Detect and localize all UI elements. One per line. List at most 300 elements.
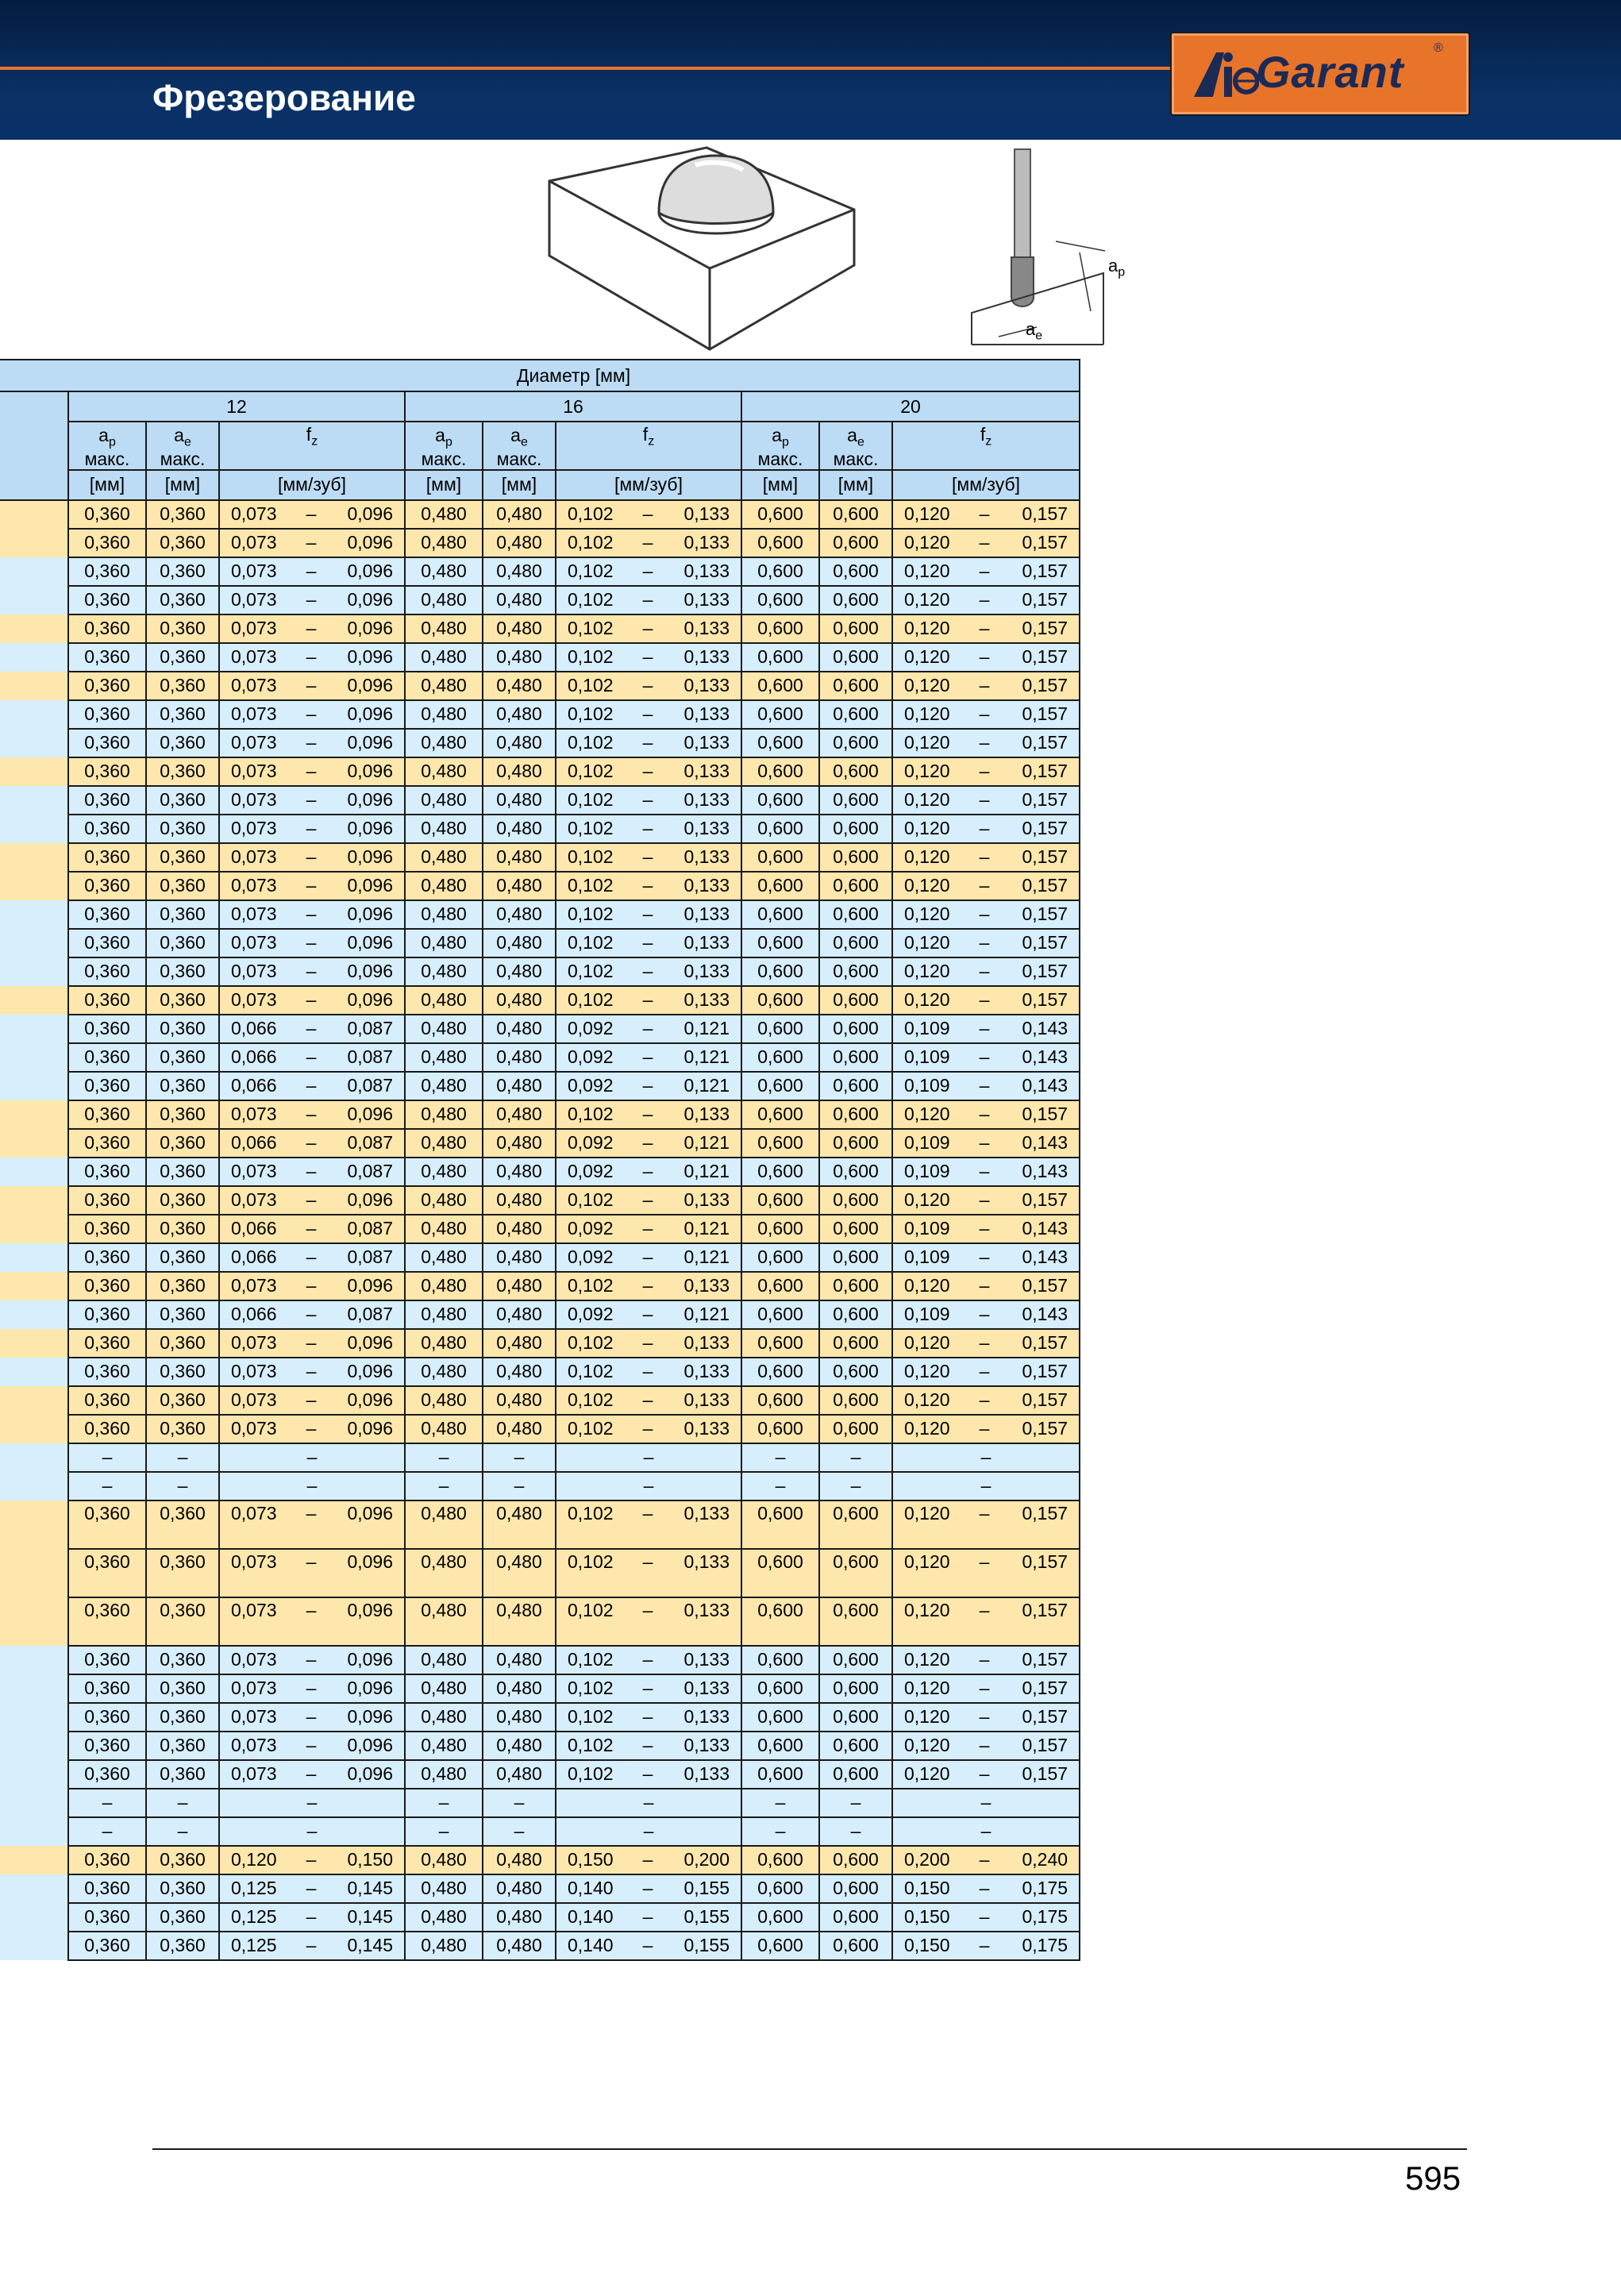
fz-separator: – [979, 532, 990, 553]
fz-max: 0,121 [683, 1046, 730, 1068]
table-row [0, 1472, 1080, 1500]
fz-min: 0,102 [568, 903, 614, 925]
unit-mm: [мм] [819, 470, 892, 500]
row-label-cell [0, 1789, 68, 1817]
fz-max: 0,096 [347, 1649, 393, 1670]
ae-value: 0,480 [483, 614, 556, 643]
fz-dash: – [980, 1447, 991, 1468]
fz-min: 0,120 [904, 589, 950, 611]
fz-range [556, 1158, 741, 1186]
fz-min: 0,066 [231, 1246, 277, 1268]
fz-separator: – [306, 618, 317, 639]
ae-value: – [483, 1817, 556, 1846]
ae-value: 0,480 [483, 500, 556, 529]
ae-value: 0,600 [819, 1272, 892, 1300]
ae-value: 0,600 [819, 1674, 892, 1703]
fz-max: 0,133 [683, 1678, 730, 1699]
ae-value: 0,600 [819, 1043, 892, 1072]
fz-dash: – [306, 1447, 318, 1468]
ap-value: 0,480 [405, 1500, 483, 1549]
ae-value: – [819, 1443, 892, 1472]
header-accent-stripe [0, 67, 1175, 70]
fz-max: 0,143 [1022, 1161, 1068, 1182]
table-row [0, 729, 1080, 757]
fz-separator: – [306, 1878, 317, 1899]
fz-max: 0,087 [347, 1246, 393, 1268]
ap-value: 0,600 [741, 1043, 819, 1072]
fz-min: 0,066 [231, 1018, 277, 1039]
cutter-diagram [961, 146, 1142, 349]
row-label-cell [0, 872, 68, 900]
ae-value: 0,480 [483, 1186, 556, 1215]
col-ap-symbol: a [98, 425, 109, 445]
fz-range [556, 1329, 741, 1358]
fz-min: 0,092 [568, 1046, 614, 1068]
fz-max: 0,143 [1022, 1132, 1068, 1154]
ae-value: 0,480 [483, 757, 556, 786]
ap-value: 0,600 [741, 586, 819, 614]
fz-max: 0,157 [1022, 589, 1068, 611]
fz-separator: – [642, 1304, 653, 1325]
ap-value: 0,600 [741, 557, 819, 586]
row-label-cell [0, 815, 68, 843]
fz-min: 0,102 [568, 761, 614, 782]
fz-range [892, 1300, 1080, 1329]
ap-value: 0,600 [741, 1358, 819, 1386]
cutting-data-table-wrap [0, 359, 1080, 1961]
row-label-cell [0, 1703, 68, 1732]
fz-min: 0,102 [568, 989, 614, 1011]
ae-value: 0,600 [819, 815, 892, 843]
ae-value: 0,480 [483, 1760, 556, 1789]
row-label-cell [0, 1760, 68, 1789]
ae-label-sub: e [1035, 329, 1043, 343]
row-label-cell [0, 643, 68, 672]
fz-max: 0,096 [347, 1361, 393, 1382]
col-ap-max: макс. [757, 449, 803, 470]
fz-range [892, 1732, 1080, 1760]
ap-value: 0,360 [68, 1158, 146, 1186]
ap-value: 0,480 [405, 1129, 483, 1158]
fz-min: 0,120 [904, 1418, 950, 1439]
fz-min: 0,120 [904, 1332, 950, 1354]
fz-range [556, 1186, 741, 1215]
unit-fz: [мм/зуб] [556, 470, 741, 500]
ap-value: 0,480 [405, 1272, 483, 1300]
fz-min: 0,073 [231, 589, 277, 611]
table-row [0, 1646, 1080, 1674]
fz-min: 0,140 [568, 1878, 614, 1899]
fz-max: 0,096 [347, 503, 393, 525]
fz-range [892, 1597, 1080, 1646]
ae-value: 0,360 [146, 614, 219, 643]
fz-range [556, 1903, 741, 1932]
fz-range [219, 1760, 405, 1789]
ap-value: 0,600 [741, 1415, 819, 1443]
table-row [0, 1597, 1080, 1646]
ap-value: 0,600 [741, 643, 819, 672]
fz-min: 0,120 [904, 1361, 950, 1382]
col-ae-max: макс. [160, 449, 206, 470]
garant-logo-mark-icon [1189, 44, 1259, 103]
ap-label: a [1108, 256, 1119, 275]
fz-range [556, 900, 741, 929]
fz-separator: – [306, 1906, 317, 1928]
fz-max: 0,133 [683, 1189, 730, 1211]
table-row [0, 614, 1080, 643]
fz-min: 0,120 [904, 903, 950, 925]
ae-value: 0,480 [483, 1846, 556, 1874]
fz-range [219, 1158, 405, 1186]
ap-value: 0,600 [741, 1100, 819, 1129]
ap-value: – [405, 1472, 483, 1500]
ae-value: – [483, 1443, 556, 1472]
fz-min: 0,102 [568, 1649, 614, 1670]
ap-value: 0,480 [405, 1358, 483, 1386]
table-row [0, 1760, 1080, 1789]
ap-value: 0,360 [68, 1500, 146, 1549]
fz-max: 0,096 [347, 1678, 393, 1699]
ap-value: 0,360 [68, 986, 146, 1015]
fz-min: 0,073 [231, 1104, 277, 1125]
ae-value: 0,360 [146, 929, 219, 957]
fz-max: 0,240 [1022, 1849, 1068, 1870]
ae-value: 0,480 [483, 700, 556, 729]
fz-min: 0,102 [568, 503, 614, 525]
fz-separator: – [979, 1418, 990, 1439]
row-label-cell [0, 1932, 68, 1960]
fz-separator: – [979, 1075, 990, 1096]
ap-value: 0,600 [741, 1846, 819, 1874]
fz-max: 0,150 [347, 1849, 393, 1870]
unit-mm: [мм] [68, 470, 146, 500]
fz-max: 0,200 [683, 1849, 730, 1870]
fz-min: 0,120 [904, 989, 950, 1011]
row-label-cell [0, 1186, 68, 1215]
fz-separator: – [306, 818, 317, 839]
unit-mm: [мм] [483, 470, 556, 500]
col-fz-sub: z [985, 434, 992, 449]
ae-value: 0,480 [483, 900, 556, 929]
ae-value: 0,360 [146, 1760, 219, 1789]
fz-range [219, 1415, 405, 1443]
ae-value: 0,480 [483, 1358, 556, 1386]
fz-range [892, 900, 1080, 929]
row-label-cell [0, 529, 68, 557]
row-label-cell [0, 1472, 68, 1500]
fz-separator: – [306, 789, 317, 811]
fz-separator: – [306, 1763, 317, 1785]
unit-mm: [мм] [405, 470, 483, 500]
fz-max: 0,096 [347, 846, 393, 868]
ae-value: 0,600 [819, 1129, 892, 1158]
fz-range [219, 957, 405, 986]
fz-dash: – [643, 1447, 654, 1468]
ap-value: 0,480 [405, 1300, 483, 1329]
table-row [0, 1100, 1080, 1129]
fz-dash: – [980, 1792, 991, 1813]
col-ap-symbol: a [435, 425, 445, 445]
fz-range [219, 586, 405, 614]
ap-value: 0,600 [741, 1129, 819, 1158]
fz-range [219, 672, 405, 700]
ae-value: 0,360 [146, 843, 219, 872]
page-number: 595 [1405, 2159, 1461, 2197]
fz-min: 0,120 [904, 732, 950, 753]
fz-min: 0,073 [231, 1502, 277, 1524]
fz-max: 0,096 [347, 1599, 393, 1620]
fz-max: 0,121 [683, 1132, 730, 1154]
fz-range [892, 1674, 1080, 1703]
ap-value: 0,360 [68, 586, 146, 614]
fz-min: 0,109 [904, 1161, 950, 1182]
table-row [0, 1329, 1080, 1358]
fz-min: 0,102 [568, 1189, 614, 1211]
ap-value: 0,480 [405, 643, 483, 672]
fz-separator: – [979, 961, 990, 982]
table-row [0, 1215, 1080, 1243]
ap-value: 0,480 [405, 929, 483, 957]
fz-separator: – [979, 703, 990, 725]
ae-value: 0,600 [819, 757, 892, 786]
fz-range [892, 815, 1080, 843]
fz-range [219, 529, 405, 557]
ap-value: 0,360 [68, 1243, 146, 1272]
fz-dash: – [643, 1820, 654, 1842]
fz-min: 0,109 [904, 1246, 950, 1268]
row-label-cell [0, 1329, 68, 1358]
row-label-cell [0, 1100, 68, 1129]
ae-value: 0,360 [146, 1100, 219, 1129]
fz-separator: – [979, 732, 990, 753]
fz-min: 0,073 [231, 618, 277, 639]
ae-value: 0,480 [483, 1415, 556, 1443]
ae-value: 0,360 [146, 1158, 219, 1186]
ap-value: – [68, 1443, 146, 1472]
fz-separator: – [306, 1599, 317, 1620]
ae-value: 0,480 [483, 1043, 556, 1072]
fz-separator: – [979, 846, 990, 868]
fz-max: 0,096 [347, 618, 393, 639]
fz-range [892, 1386, 1080, 1415]
ae-value: 0,360 [146, 1329, 219, 1358]
fz-min: 0,092 [568, 1218, 614, 1239]
fz-min: 0,073 [231, 503, 277, 525]
ap-value: 0,480 [405, 1703, 483, 1732]
ae-value: 0,480 [483, 643, 556, 672]
ae-value: 0,600 [819, 1215, 892, 1243]
fz-range [556, 1500, 741, 1549]
fz-range [219, 986, 405, 1015]
fz-max: 0,096 [347, 1189, 393, 1211]
fz-max: 0,087 [347, 1161, 393, 1182]
fz-separator: – [642, 618, 653, 639]
fz-range [219, 1043, 405, 1072]
ae-value: 0,360 [146, 1703, 219, 1732]
fz-min: 0,109 [904, 1218, 950, 1239]
ap-value: 0,480 [405, 786, 483, 815]
ae-value: 0,600 [819, 1158, 892, 1186]
ap-value: 0,360 [68, 872, 146, 900]
ae-value: 0,480 [483, 1329, 556, 1358]
ae-value: 0,600 [819, 843, 892, 872]
fz-max: 0,143 [1022, 1246, 1068, 1268]
ap-value: 0,360 [68, 729, 146, 757]
fz-max: 0,157 [1022, 1735, 1068, 1756]
ap-value: – [68, 1472, 146, 1500]
ae-value: 0,600 [819, 900, 892, 929]
ap-value: 0,480 [405, 1932, 483, 1960]
ae-value: 0,480 [483, 1674, 556, 1703]
row-label-cell [0, 986, 68, 1015]
ap-value: 0,360 [68, 1874, 146, 1903]
fz-max: 0,133 [683, 675, 730, 696]
fz-separator: – [642, 532, 653, 553]
fz-separator: – [642, 646, 653, 668]
fz-max: 0,157 [1022, 989, 1068, 1011]
diameter-12: 12 [68, 391, 405, 422]
fz-range [892, 1015, 1080, 1043]
fz-range [556, 1443, 741, 1472]
fz-range [892, 557, 1080, 586]
ae-value: 0,480 [483, 1300, 556, 1329]
fz-range [219, 500, 405, 529]
ap-value: 0,360 [68, 672, 146, 700]
fz-range [219, 1549, 405, 1597]
fz-separator: – [642, 561, 653, 582]
fz-separator: – [306, 1706, 317, 1728]
fz-range [556, 529, 741, 557]
fz-separator: – [979, 1104, 990, 1125]
row-label-cell [0, 1072, 68, 1100]
ap-value: 0,600 [741, 786, 819, 815]
fz-range [219, 1500, 405, 1549]
fz-separator: – [306, 1218, 317, 1239]
fz-max: 0,121 [683, 1218, 730, 1239]
fz-min: 0,073 [231, 1275, 277, 1296]
fz-max: 0,133 [683, 761, 730, 782]
ap-value: 0,600 [741, 815, 819, 843]
fz-range [556, 786, 741, 815]
ap-value: 0,600 [741, 957, 819, 986]
fz-separator: – [306, 1018, 317, 1039]
fz-range [219, 1186, 405, 1215]
ap-value: 0,480 [405, 1646, 483, 1674]
ap-value: 0,600 [741, 1500, 819, 1549]
ap-value: – [405, 1443, 483, 1472]
ap-value: 0,600 [741, 529, 819, 557]
fz-separator: – [642, 1389, 653, 1411]
fz-separator: – [979, 589, 990, 611]
fz-min: 0,073 [231, 761, 277, 782]
fz-range [556, 1732, 741, 1760]
ap-value: 0,360 [68, 843, 146, 872]
fz-separator: – [306, 732, 317, 753]
fz-max: 0,096 [347, 589, 393, 611]
fz-separator: – [642, 1551, 653, 1572]
fz-max: 0,133 [683, 989, 730, 1011]
ap-value: 0,480 [405, 672, 483, 700]
fz-separator: – [979, 1275, 990, 1296]
fz-dash: – [643, 1792, 654, 1813]
ae-value: 0,360 [146, 643, 219, 672]
ae-value: 0,480 [483, 1215, 556, 1243]
fz-min: 0,120 [904, 1502, 950, 1524]
ap-value: 0,600 [741, 1549, 819, 1597]
row-label-cell [0, 1358, 68, 1386]
table-row [0, 1443, 1080, 1472]
fz-min: 0,073 [231, 1735, 277, 1756]
fz-separator: – [306, 1132, 317, 1154]
table-row [0, 1703, 1080, 1732]
ap-value: – [741, 1817, 819, 1846]
fz-min: 0,066 [231, 1132, 277, 1154]
fz-separator: – [979, 1599, 990, 1620]
fz-range [892, 1846, 1080, 1874]
fz-min: 0,092 [568, 1246, 614, 1268]
ae-value: 0,360 [146, 1043, 219, 1072]
fz-min: 0,102 [568, 875, 614, 896]
col-ap-sub: p [445, 435, 452, 449]
fz-max: 0,096 [347, 1763, 393, 1785]
ap-value: 0,480 [405, 614, 483, 643]
fz-range [556, 1300, 741, 1329]
fz-separator: – [642, 1104, 653, 1125]
row-label-cell [0, 957, 68, 986]
table-row [0, 700, 1080, 729]
fz-max: 0,157 [1022, 1599, 1068, 1620]
fz-max: 0,096 [347, 989, 393, 1011]
ae-value: 0,480 [483, 929, 556, 957]
fz-range [892, 1043, 1080, 1072]
table-row [0, 500, 1080, 529]
ap-value: 0,360 [68, 1903, 146, 1932]
fz-range [219, 1674, 405, 1703]
fz-min: 0,073 [231, 846, 277, 868]
unit-mm: [мм] [741, 470, 819, 500]
ae-value: 0,480 [483, 1272, 556, 1300]
fz-min: 0,150 [568, 1849, 614, 1870]
ae-value: 0,360 [146, 1646, 219, 1674]
ae-value: 0,600 [819, 1932, 892, 1960]
fz-range [219, 643, 405, 672]
ae-value: 0,480 [483, 1158, 556, 1186]
fz-max: 0,157 [1022, 675, 1068, 696]
fz-max: 0,096 [347, 1104, 393, 1125]
col-ae-symbol: a [847, 425, 857, 445]
ap-value: 0,600 [741, 1272, 819, 1300]
fz-min: 0,102 [568, 1332, 614, 1354]
ae-value: 0,600 [819, 586, 892, 614]
fz-separator: – [979, 875, 990, 896]
fz-separator: – [979, 1361, 990, 1382]
fz-min: 0,073 [231, 1763, 277, 1785]
fz-max: 0,096 [347, 646, 393, 668]
fz-max: 0,133 [683, 1418, 730, 1439]
fz-range [219, 700, 405, 729]
fz-separator: – [306, 761, 317, 782]
ap-value: 0,360 [68, 929, 146, 957]
fz-max: 0,157 [1022, 532, 1068, 553]
fz-separator: – [979, 675, 990, 696]
ae-value: 0,480 [483, 1597, 556, 1646]
ap-value: 0,600 [741, 986, 819, 1015]
fz-range [556, 1760, 741, 1789]
row-label-cell [0, 1243, 68, 1272]
ap-value: 0,480 [405, 557, 483, 586]
fz-range [219, 1443, 405, 1472]
fz-max: 0,133 [683, 589, 730, 611]
